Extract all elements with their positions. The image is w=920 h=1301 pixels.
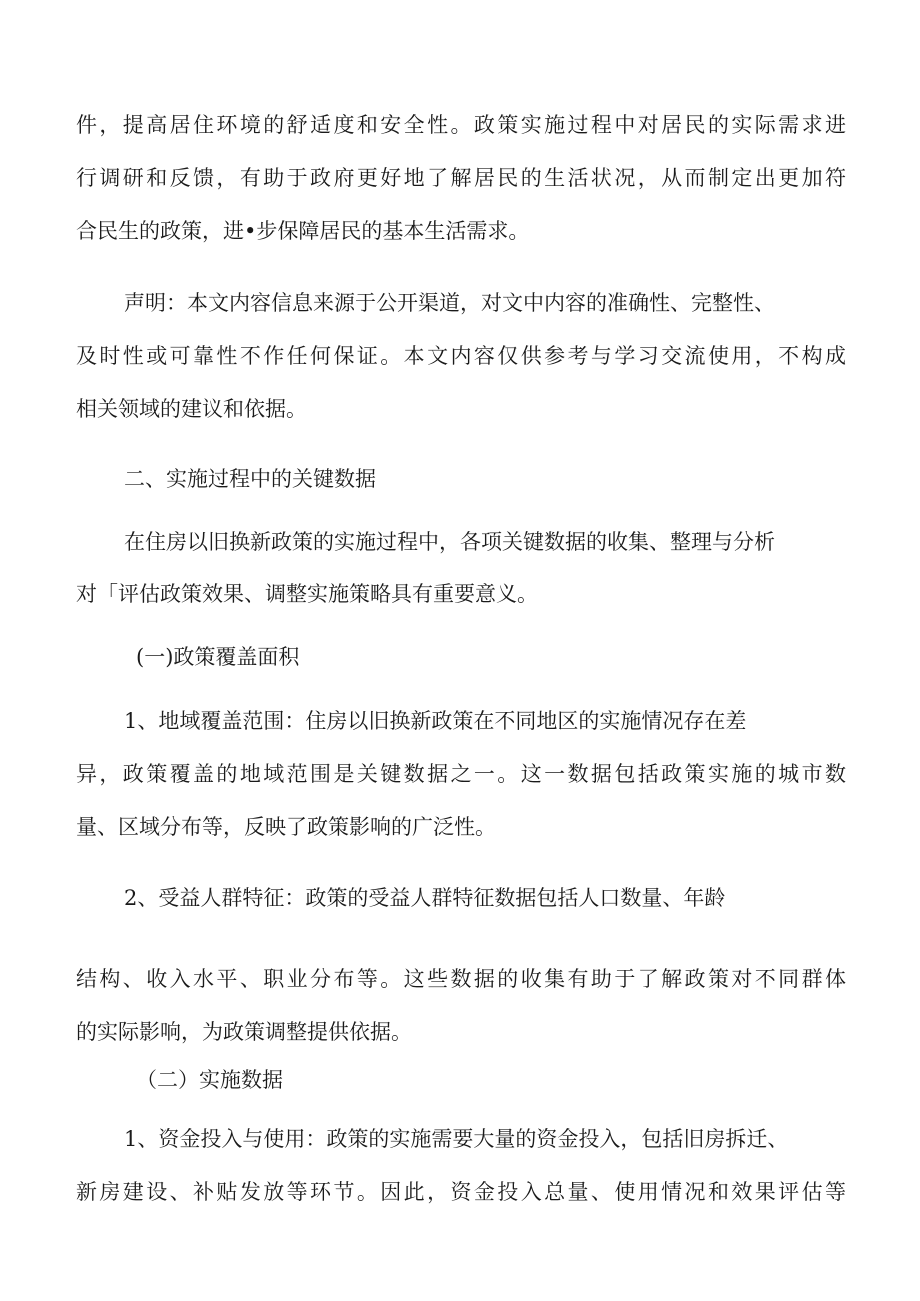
list-item-line: 1、资金投入与使用：政策的实施需要大量的资金投入，包括旧房拆迁、 xyxy=(124,1127,789,1151)
list-item-line: 量、区域分布等，反映了政策影响的广泛性。 xyxy=(76,815,496,839)
subsection-heading: （二）实施数据 xyxy=(136,1068,283,1092)
paragraph-line: 对「评估政策效果、调整实施策略具有重要意义。 xyxy=(76,582,538,606)
paragraph-line: 合民生的政策，进•步保障居民的基本生活需求。 xyxy=(76,219,530,243)
disclaimer-line: 声明：本文内容信息来源于公开渠道，对文中内容的准确性、完整性、 xyxy=(124,291,775,315)
disclaimer-line: 相关领域的建议和依据。 xyxy=(76,397,307,421)
paragraph-line: 行调研和反馈，有助于政府更好地了解居民的生活状况，从而制定出更加符 xyxy=(76,166,846,190)
subsection-heading: (一)政策覆盖面积 xyxy=(136,645,300,669)
paragraph-line: 在住房以旧换新政策的实施过程中，各项关键数据的收集、整理与分析 xyxy=(124,530,775,554)
list-item-line: 2、受益人群特征：政策的受益人群特征数据包括人口数量、年龄 xyxy=(124,886,726,910)
disclaimer-line: 及时性或可靠性不作任何保证。本文内容仅供参考与学习交流使用，不构成 xyxy=(76,344,846,368)
list-item-line: 结构、收入水平、职业分布等。这些数据的收集有助于了解政策对不同群体 xyxy=(76,967,846,991)
list-item-line: 新房建设、补贴发放等环节。因此，资金投入总量、使用情况和效果评估等 xyxy=(76,1180,846,1204)
paragraph-line: 件，提高居住环境的舒适度和安全性。政策实施过程中对居民的实际需求进 xyxy=(76,113,846,137)
list-item-line: 异，政策覆盖的地域范围是关键数据之一。这一数据包括政策实施的城市数 xyxy=(76,762,846,786)
list-item-line: 1、地域覆盖范围：住房以旧换新政策在不同地区的实施情况存在差 xyxy=(124,709,747,733)
list-item-line: 的实际影响，为政策调整提供依据。 xyxy=(76,1020,412,1044)
section-heading: 二、实施过程中的关键数据 xyxy=(124,467,376,491)
